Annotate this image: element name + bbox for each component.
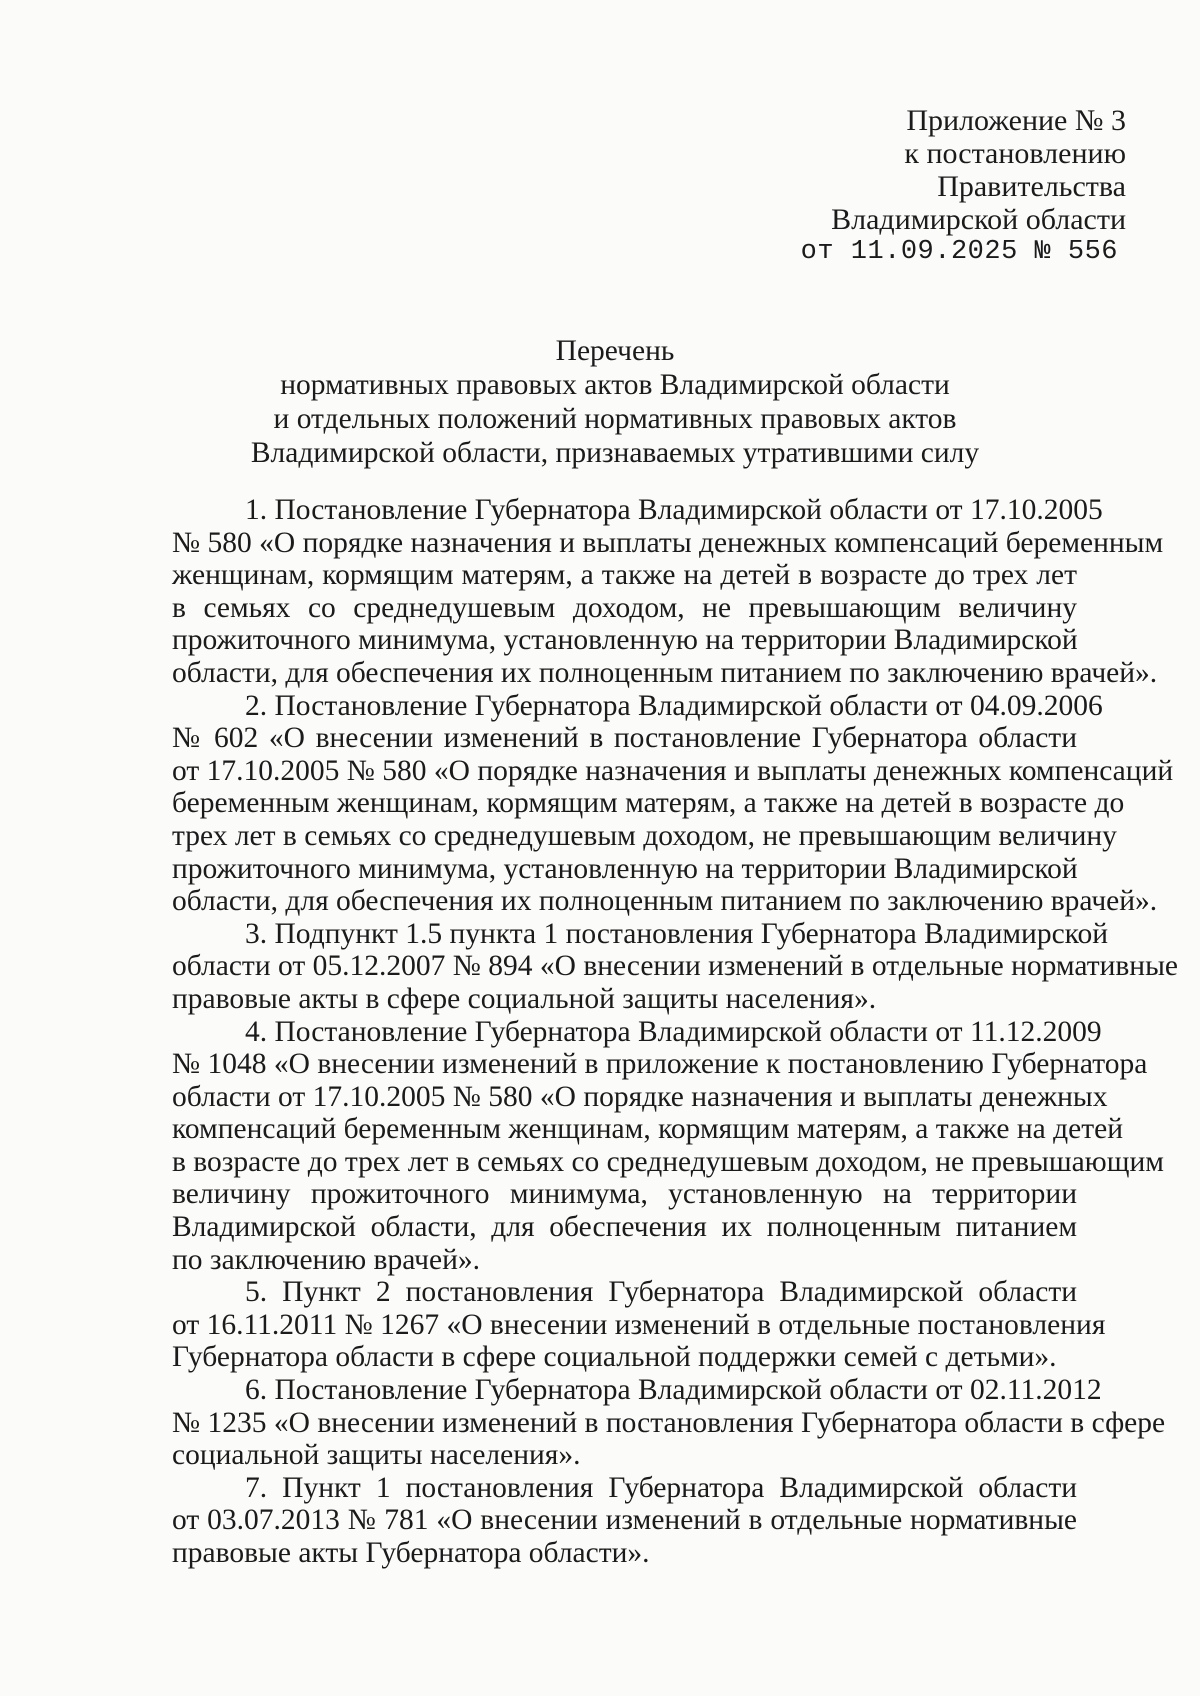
list-item-line: женщинам, кормящим матерям, а также на детей в возрасте до трех лет bbox=[172, 559, 1077, 592]
list-item-line: от 16.11.2011 № 1267 «О внесении изменений в отдельные постановления bbox=[172, 1308, 1106, 1341]
list-item-line: 4. Постановление Губернатора Владимирской области от 11.12.2009 bbox=[245, 1015, 1102, 1048]
list-item-line: области от 17.10.2005 № 580 «О порядке назначения и выплаты денежных bbox=[172, 1080, 1108, 1113]
list-item-line: № 580 «О порядке назначения и выплаты денежных компенсаций беременным bbox=[172, 526, 1164, 559]
list-item-line: № 1235 «О внесении изменений в постановления Губернатора области в сфере bbox=[172, 1406, 1166, 1439]
list-item-line: правовые акты в сфере социальной защиты населения». bbox=[172, 982, 877, 1015]
title-line: Перечень bbox=[555, 335, 675, 367]
list-item-line: беременным женщинам, кормящим матерям, а также на детей в возрасте до bbox=[172, 787, 1125, 820]
list-item-line: 2. Постановление Губернатора Владимирской области от 04.09.2006 bbox=[245, 689, 1103, 722]
list-item-line: от 17.10.2005 № 580 «О порядке назначения и выплаты денежных компенсаций bbox=[172, 754, 1174, 787]
list-item-line: прожиточного минимума, установленную на территории Владимирской bbox=[172, 852, 1078, 885]
list-item-line: № 1048 «О внесении изменений в приложение к постановлению Губернатора bbox=[172, 1048, 1148, 1081]
list-item-line: области, для обеспечения их полноценным питанием по заключению врачей». bbox=[172, 656, 1158, 689]
list-item-line: Губернатора области в сфере социальной поддержки семей с детьми». bbox=[172, 1341, 1057, 1374]
list-item bbox=[172, 689, 1174, 918]
list-item-line: 7. Пункт 1 постановления Губернатора Владимирской области bbox=[245, 1471, 1077, 1504]
list-item-line: величину прожиточного минимума, установленную на территории bbox=[172, 1178, 1077, 1211]
list-item-line: в возрасте до трех лет в семьях со среднедушевым доходом, не превышающим bbox=[172, 1145, 1164, 1178]
list-item-line: в семьях со среднедушевым доходом, не превышающим величину bbox=[172, 591, 1077, 624]
list-item bbox=[172, 1015, 1164, 1277]
title-line: нормативных правовых актов Владимирской области bbox=[280, 369, 950, 401]
list-item-line: прожиточного минимума, установленную на территории Владимирской bbox=[172, 624, 1078, 657]
list-item-line: 5. Пункт 2 постановления Губернатора Владимирской области bbox=[245, 1276, 1077, 1309]
list-item-line: правовые акты Губернатора области». bbox=[172, 1537, 650, 1569]
list-item-line: 3. Подпункт 1.5 пункта 1 постановления Губернатора Владимирской bbox=[245, 917, 1109, 950]
list-item bbox=[172, 1276, 1106, 1374]
list-item bbox=[172, 1374, 1166, 1472]
list-item bbox=[172, 494, 1164, 690]
title-line: Владимирской области, признаваемых утратившими силу bbox=[250, 437, 980, 469]
list-item-line: № 602 «О внесении изменений в постановление Губернатора области bbox=[172, 722, 1077, 755]
list-item-line: по заключению врачей». bbox=[172, 1243, 480, 1276]
annex-number: Приложение № 3 bbox=[906, 104, 1126, 137]
list-item bbox=[172, 1472, 1077, 1570]
list-item-line: 1. Постановление Губернатора Владимирской области от 17.10.2005 bbox=[245, 494, 1103, 526]
list-item-line: Владимирской области, для обеспечения их полноценным питанием bbox=[172, 1211, 1077, 1244]
annex-header bbox=[566, 104, 1126, 269]
annex-to-resolution: к постановлению bbox=[904, 137, 1126, 170]
list-item-line: области от 05.12.2007 № 894 «О внесении изменений в отдельные нормативные bbox=[172, 950, 1179, 983]
list-item-line: от 03.07.2013 № 781 «О внесении изменений в отдельные нормативные bbox=[172, 1504, 1077, 1537]
list-item-line: области, для обеспечения их полноценным питанием по заключению врачей». bbox=[172, 885, 1158, 918]
list-item-line: 6. Постановление Губернатора Владимирской области от 02.11.2012 bbox=[245, 1374, 1102, 1407]
list-item-line: компенсаций беременным женщинам, кормящим матерям, а также на детей bbox=[172, 1113, 1124, 1146]
title-line: и отдельных положений нормативных правовых актов bbox=[273, 403, 957, 435]
document-body bbox=[172, 494, 1179, 1570]
list-item-line: социальной защиты населения». bbox=[172, 1439, 581, 1472]
annex-government: Правительства bbox=[937, 170, 1126, 203]
annex-region: Владимирской области bbox=[831, 203, 1126, 236]
list-item-line: трех лет в семьях со среднедушевым доходом, не превышающим величину bbox=[172, 819, 1117, 852]
document-title bbox=[150, 334, 1080, 470]
list-item bbox=[172, 917, 1179, 1016]
annex-date-number: от 11.09.2025 № 556 bbox=[800, 237, 1118, 267]
